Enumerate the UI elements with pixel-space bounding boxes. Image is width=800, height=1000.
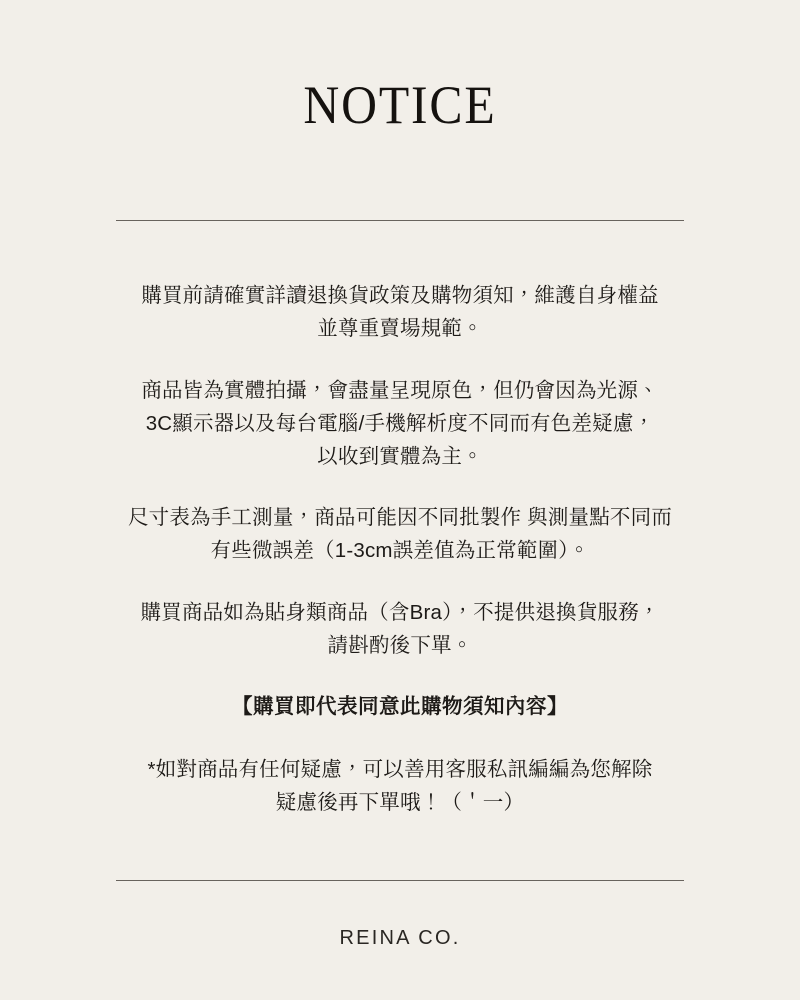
divider-top — [116, 220, 684, 221]
notice-paragraph-3: 尺寸表為手工測量，商品可能因不同批製作 與測量點不同而有些微誤差（1-3cm誤差值為正常範圍）。 — [127, 506, 673, 563]
divider-bottom — [116, 880, 684, 881]
notice-paragraph-1: 購買前請確實詳讀退換貨政策及購物須知，維護自身權益並尊重賣場規範。 — [141, 284, 659, 341]
notice-agreement-statement: 【購買即代表同意此購物須知內容】 — [232, 695, 568, 718]
notice-paragraph-4: 購買商品如為貼身類商品（含Bra），不提供退換貨服務，請斟酌後下單。 — [140, 600, 660, 657]
footer-section — [0, 880, 800, 1000]
notice-body — [90, 279, 710, 819]
notice-paragraph-2: 商品皆為實體拍攝，會盡量呈現原色，但仍會因為光源、3C顯示器以及每台電腦/手機解析度不同而有色差疑慮，以收到實體為主。 — [141, 378, 659, 468]
brand-name: REINA CO. — [339, 927, 461, 949]
page-title: NOTICE — [303, 75, 497, 135]
notice-paragraph-6: *如對商品有任何疑慮，可以善用客服私訊編編為您解除疑慮後再下單哦！（＇一） — [147, 758, 653, 815]
